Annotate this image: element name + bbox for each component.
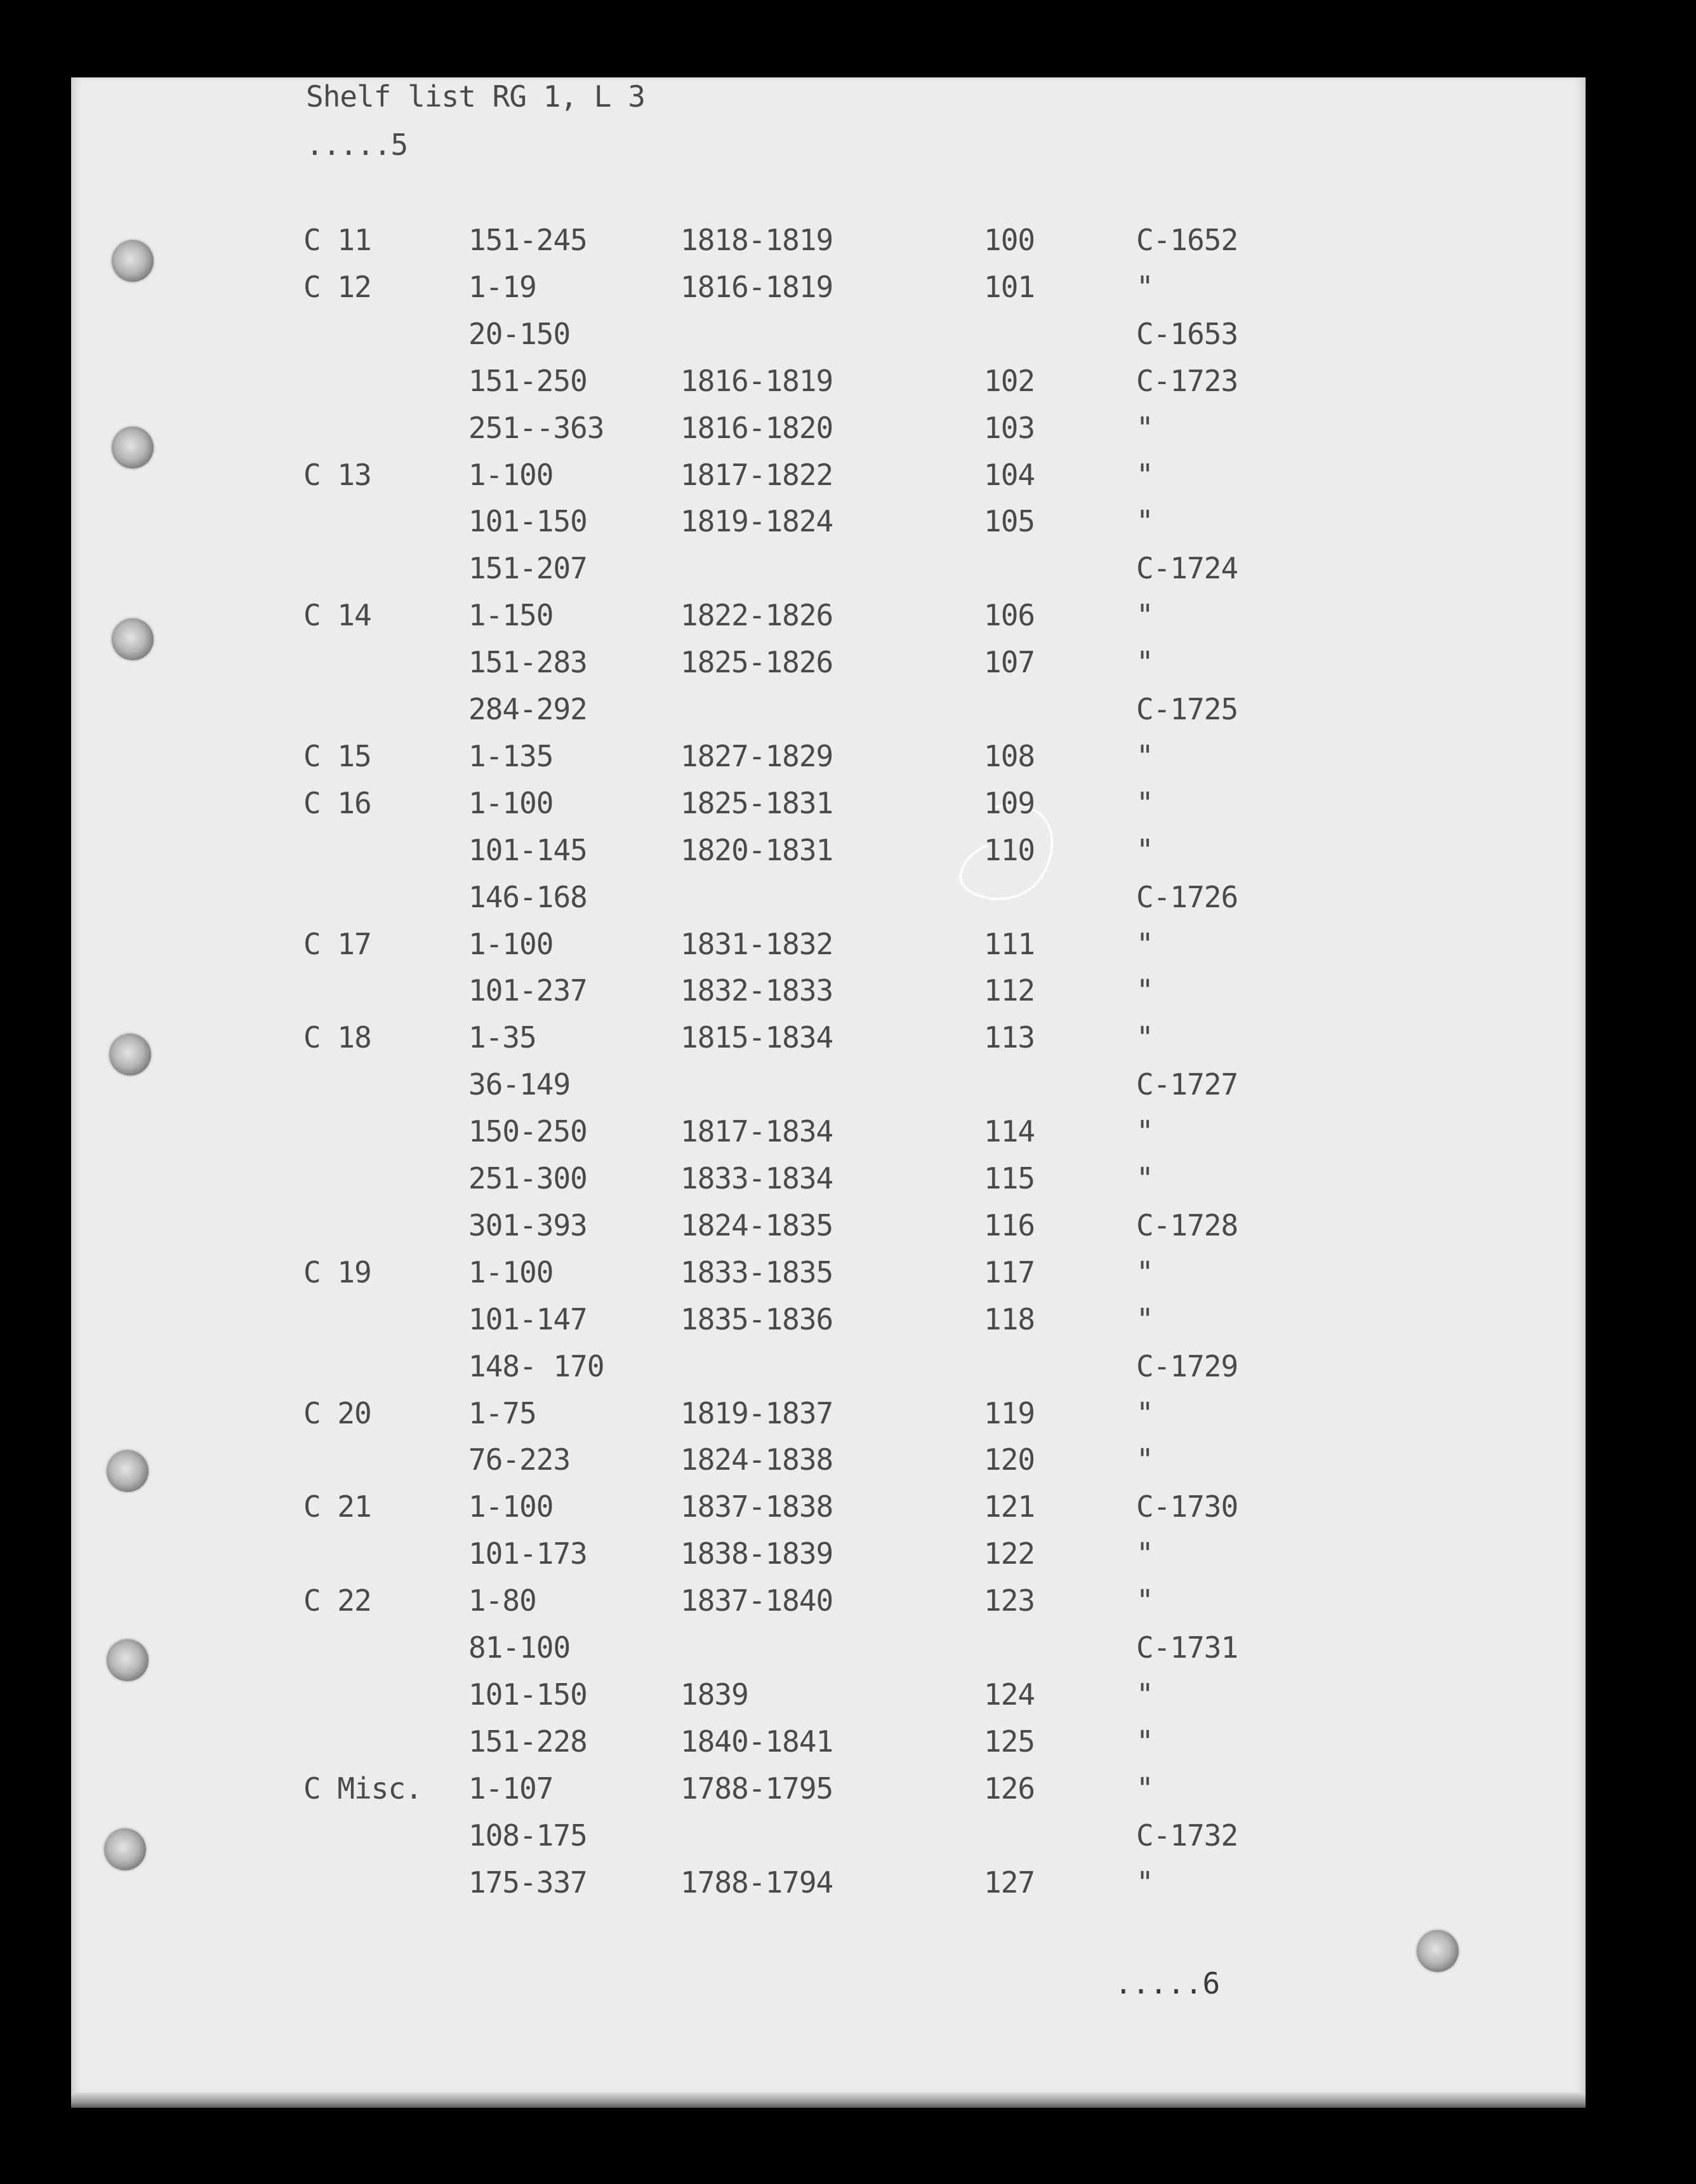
header-page-marker: .....5: [306, 128, 408, 162]
date-range: 1827-1829: [680, 738, 833, 773]
header-title: Shelf list RG 1, L 3: [306, 79, 645, 114]
table-row: [0, 410, 1696, 457]
date-range: 1819-1837: [680, 1395, 833, 1430]
item-range: 1-35: [468, 1020, 536, 1055]
reel-number: ": [1136, 1677, 1153, 1712]
date-range: 1788-1795: [680, 1771, 833, 1806]
page-bottom-edge: [71, 2093, 1586, 2108]
reel-number: ": [1136, 598, 1153, 633]
reel-number: ": [1136, 785, 1153, 820]
item-range: 151-207: [468, 551, 587, 586]
table-row: [0, 1348, 1696, 1395]
item-range: 1-100: [468, 457, 553, 492]
box-label: C 17: [303, 926, 371, 961]
volume-number: 124: [984, 1677, 1035, 1712]
reel-number: ": [1136, 1442, 1153, 1477]
date-range: 1832-1833: [680, 973, 833, 1008]
reel-number: C-1731: [1136, 1630, 1238, 1665]
reel-number: ": [1136, 504, 1153, 539]
date-range: 1788-1794: [680, 1865, 833, 1900]
item-range: 101-150: [468, 504, 587, 539]
table-row: [0, 1067, 1696, 1114]
date-range: 1837-1838: [680, 1489, 833, 1524]
date-range: 1817-1834: [680, 1114, 833, 1149]
table-row: [0, 738, 1696, 785]
item-range: 1-135: [468, 738, 553, 773]
volume-number: 100: [984, 223, 1035, 257]
volume-number: 127: [984, 1865, 1035, 1900]
date-range: 1816-1819: [680, 363, 833, 398]
item-range: 101-150: [468, 1677, 587, 1712]
volume-number: 116: [984, 1208, 1035, 1242]
reel-number: ": [1136, 1020, 1153, 1055]
item-range: 101-147: [468, 1302, 587, 1336]
volume-number: 117: [984, 1255, 1035, 1289]
item-range: 151-228: [468, 1724, 587, 1759]
box-label: C 22: [303, 1583, 371, 1618]
table-row: [0, 832, 1696, 879]
table-row: [0, 1161, 1696, 1208]
item-range: 1-107: [468, 1771, 553, 1806]
item-range: 301-393: [468, 1208, 587, 1242]
table-row: [0, 222, 1696, 269]
table-row: [0, 269, 1696, 316]
reel-number: ": [1136, 926, 1153, 961]
volume-number: 125: [984, 1724, 1035, 1759]
table-row: [0, 1677, 1696, 1724]
item-range: 1-100: [468, 785, 553, 820]
date-range: 1819-1824: [680, 504, 833, 539]
item-range: 284-292: [468, 692, 587, 726]
item-range: 251--363: [468, 410, 604, 445]
table-row: [0, 644, 1696, 691]
volume-number: 126: [984, 1771, 1035, 1806]
box-label: C 20: [303, 1395, 371, 1430]
table-row: [0, 1208, 1696, 1255]
volume-number: 118: [984, 1302, 1035, 1336]
item-range: 251-300: [468, 1161, 587, 1195]
reel-number: ": [1136, 269, 1153, 304]
item-range: 101-237: [468, 973, 587, 1008]
reel-number: C-1732: [1136, 1818, 1238, 1853]
volume-number: 103: [984, 410, 1035, 445]
item-range: 1-100: [468, 1255, 553, 1289]
box-label: C 12: [303, 269, 371, 304]
item-range: 1-100: [468, 926, 553, 961]
reel-number: C-1724: [1136, 551, 1238, 586]
table-row: [0, 879, 1696, 926]
reel-number: C-1726: [1136, 879, 1238, 914]
reel-number: ": [1136, 1395, 1153, 1430]
reel-number: ": [1136, 1302, 1153, 1336]
date-range: 1818-1819: [680, 223, 833, 257]
table-row: [0, 1489, 1696, 1536]
item-range: 1-80: [468, 1583, 536, 1618]
item-range: 1-75: [468, 1395, 536, 1430]
item-range: 151-283: [468, 645, 587, 680]
table-row: [0, 1255, 1696, 1302]
table-row: [0, 363, 1696, 410]
item-range: 175-337: [468, 1865, 587, 1900]
box-label: C 14: [303, 598, 371, 633]
table-row: [0, 550, 1696, 597]
volume-number: 119: [984, 1395, 1035, 1430]
table-row: [0, 1302, 1696, 1348]
volume-number: 115: [984, 1161, 1035, 1195]
date-range: 1833-1835: [680, 1255, 833, 1289]
reel-number: ": [1136, 1865, 1153, 1900]
table-row: [0, 1020, 1696, 1067]
reel-number: ": [1136, 1771, 1153, 1806]
item-range: 81-100: [468, 1630, 571, 1665]
date-range: 1815-1834: [680, 1020, 833, 1055]
date-range: 1824-1835: [680, 1208, 833, 1242]
item-range: 1-150: [468, 598, 553, 633]
reel-number: ": [1136, 410, 1153, 445]
reel-number: C-1729: [1136, 1348, 1238, 1383]
reel-number: ": [1136, 1536, 1153, 1571]
box-label: C Misc.: [303, 1771, 422, 1806]
item-range: 108-175: [468, 1818, 587, 1853]
table-row: [0, 785, 1696, 832]
table-row: [0, 1724, 1696, 1771]
box-label: C 18: [303, 1020, 371, 1055]
reel-number: ": [1136, 457, 1153, 492]
table-row: [0, 1583, 1696, 1630]
item-range: 146-168: [468, 879, 587, 914]
item-range: 150-250: [468, 1114, 587, 1149]
item-range: 101-173: [468, 1536, 587, 1571]
box-label: C 13: [303, 457, 371, 492]
reel-number: C-1653: [1136, 316, 1238, 351]
date-range: 1838-1839: [680, 1536, 833, 1571]
volume-number: 122: [984, 1536, 1035, 1571]
reel-number: ": [1136, 1255, 1153, 1289]
reel-number: C-1727: [1136, 1067, 1238, 1102]
date-range: 1817-1822: [680, 457, 833, 492]
volume-number: 102: [984, 363, 1035, 398]
volume-number: 110: [984, 832, 1035, 867]
date-range: 1831-1832: [680, 926, 833, 961]
item-range: 151-245: [468, 223, 587, 257]
reel-number: ": [1136, 973, 1153, 1008]
date-range: 1816-1820: [680, 410, 833, 445]
date-range: 1825-1831: [680, 785, 833, 820]
table-row: [0, 926, 1696, 973]
reel-number: C-1723: [1136, 363, 1238, 398]
date-range: 1837-1840: [680, 1583, 833, 1618]
volume-number: 121: [984, 1489, 1035, 1524]
item-range: 151-250: [468, 363, 587, 398]
item-range: 1-19: [468, 269, 536, 304]
table-row: [0, 1865, 1696, 1912]
table-row: [0, 457, 1696, 504]
table-row: [0, 316, 1696, 363]
reel-number: ": [1136, 1724, 1153, 1759]
date-range: 1835-1836: [680, 1302, 833, 1336]
reel-number: ": [1136, 1161, 1153, 1195]
item-range: 101-145: [468, 832, 587, 867]
item-range: 148- 170: [468, 1348, 604, 1383]
reel-number: ": [1136, 645, 1153, 680]
item-range: 76-223: [468, 1442, 571, 1477]
table-row: [0, 973, 1696, 1020]
volume-number: 108: [984, 738, 1035, 773]
item-range: 1-100: [468, 1489, 553, 1524]
reel-number: C-1728: [1136, 1208, 1238, 1242]
volume-number: 111: [984, 926, 1035, 961]
table-row: [0, 503, 1696, 550]
table-row: [0, 691, 1696, 738]
binder-hole-icon: [1417, 1930, 1459, 1972]
table-row: [0, 597, 1696, 644]
volume-number: 105: [984, 504, 1035, 539]
volume-number: 109: [984, 785, 1035, 820]
date-range: 1839: [680, 1677, 748, 1712]
date-range: 1822-1826: [680, 598, 833, 633]
reel-number: C-1652: [1136, 223, 1238, 257]
volume-number: 107: [984, 645, 1035, 680]
date-range: 1816-1819: [680, 269, 833, 304]
box-label: C 16: [303, 785, 371, 820]
table-row: [0, 1818, 1696, 1865]
reel-number: ": [1136, 832, 1153, 867]
box-label: C 19: [303, 1255, 371, 1289]
volume-number: 123: [984, 1583, 1035, 1618]
box-label: C 11: [303, 223, 371, 257]
table-row: [0, 1771, 1696, 1818]
table-row: [0, 1395, 1696, 1442]
date-range: 1820-1831: [680, 832, 833, 867]
volume-number: 104: [984, 457, 1035, 492]
box-label: C 21: [303, 1489, 371, 1524]
item-range: 36-149: [468, 1067, 571, 1102]
reel-number: C-1725: [1136, 692, 1238, 726]
date-range: 1824-1838: [680, 1442, 833, 1477]
table-row: [0, 1536, 1696, 1583]
item-range: 20-150: [468, 316, 571, 351]
box-label: C 15: [303, 738, 371, 773]
volume-number: 112: [984, 973, 1035, 1008]
continuation-marker: .....6: [1115, 1966, 1221, 2001]
volume-number: 120: [984, 1442, 1035, 1477]
table-row: [0, 1630, 1696, 1677]
date-range: 1840-1841: [680, 1724, 833, 1759]
volume-number: 101: [984, 269, 1035, 304]
volume-number: 106: [984, 598, 1035, 633]
reel-number: C-1730: [1136, 1489, 1238, 1524]
table-row: [0, 1442, 1696, 1489]
volume-number: 114: [984, 1114, 1035, 1149]
reel-number: ": [1136, 1114, 1153, 1149]
date-range: 1833-1834: [680, 1161, 833, 1195]
volume-number: 113: [984, 1020, 1035, 1055]
reel-number: ": [1136, 738, 1153, 773]
reel-number: ": [1136, 1583, 1153, 1618]
table-row: [0, 1114, 1696, 1161]
date-range: 1825-1826: [680, 645, 833, 680]
